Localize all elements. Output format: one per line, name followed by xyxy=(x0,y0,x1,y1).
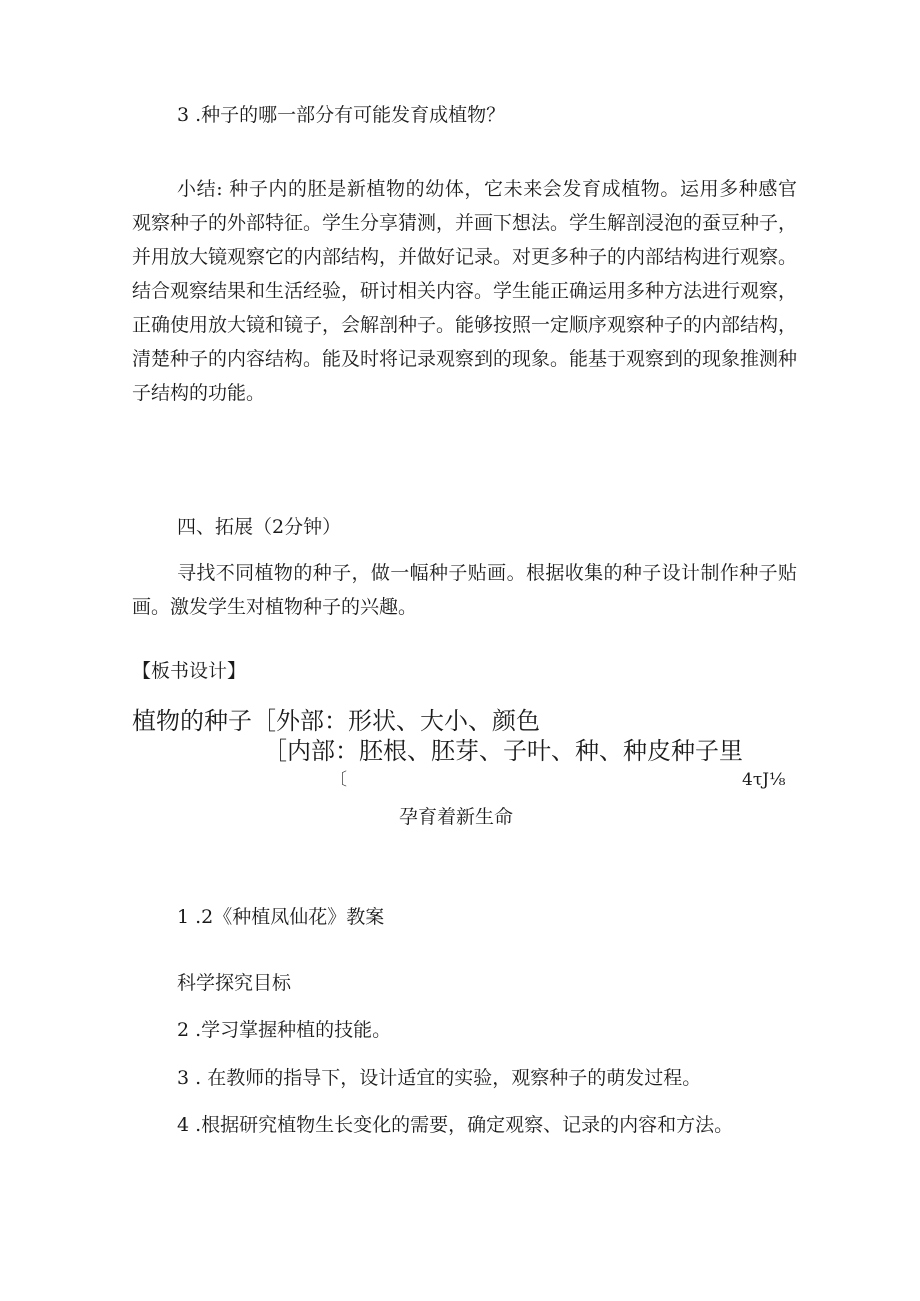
board-bracket: 〔 xyxy=(330,770,347,790)
lesson-title: 1 .2《种植凤仙花》教案 xyxy=(177,906,385,928)
extension-paragraph: 寻找不同植物的种子，做一幅种子贴画。根据收集的种子设计制作种子贴画。激发学生对植物种子的兴趣。 xyxy=(132,562,797,618)
board-line-new-life: 孕育着新生命 xyxy=(399,806,514,828)
summary-paragraph: 小结: 种子内的胚是新植物的幼体，它未来会发育成植物。运用多种感官观察种子的外部特征。学生分享猜测，并画下想法。学生解剖浸泡的蚕豆种子，并用放大镜观察它的内部结构，并做好记录。对更多种子的内部结构进行观察。结合观察结果和生活经验，研讨相关内容。学生能正确运用多种方法进行观察，正确使用放大镜和镜子，会解剖种子。能够按照一定顺序观察种子的内部结构，清楚种子的内容结构。能及时将记录观察到的现象。能基于观察到的现象推测种子结构的功能。 xyxy=(132,178,798,404)
goal-item: 3 . 在教师的指导下，设计适宜的实验，观察种子的萌发过程。 xyxy=(177,1067,702,1089)
board-noise-text: 4τJ⅛ xyxy=(742,770,786,790)
board-design-title: 【板书设计】 xyxy=(132,660,247,682)
board-line-internal: ［内部：胚根、胚芽、子叶、种、种皮种子里 xyxy=(263,737,743,765)
board-line-external: 植物的种子［外部：形状、大小、颜色 xyxy=(132,707,540,735)
section-four-heading: 四、拓展（2分钟） xyxy=(177,516,342,538)
question-3: 3 .种子的哪一部分有可能发育成植物？ xyxy=(177,104,506,126)
goal-item: 2 .学习掌握种植的技能。 xyxy=(177,1019,392,1041)
goal-item: 4 .根据研究植物生长变化的需要，确定观察、记录的内容和方法。 xyxy=(177,1114,734,1136)
goal-heading: 科学探究目标 xyxy=(177,972,292,994)
